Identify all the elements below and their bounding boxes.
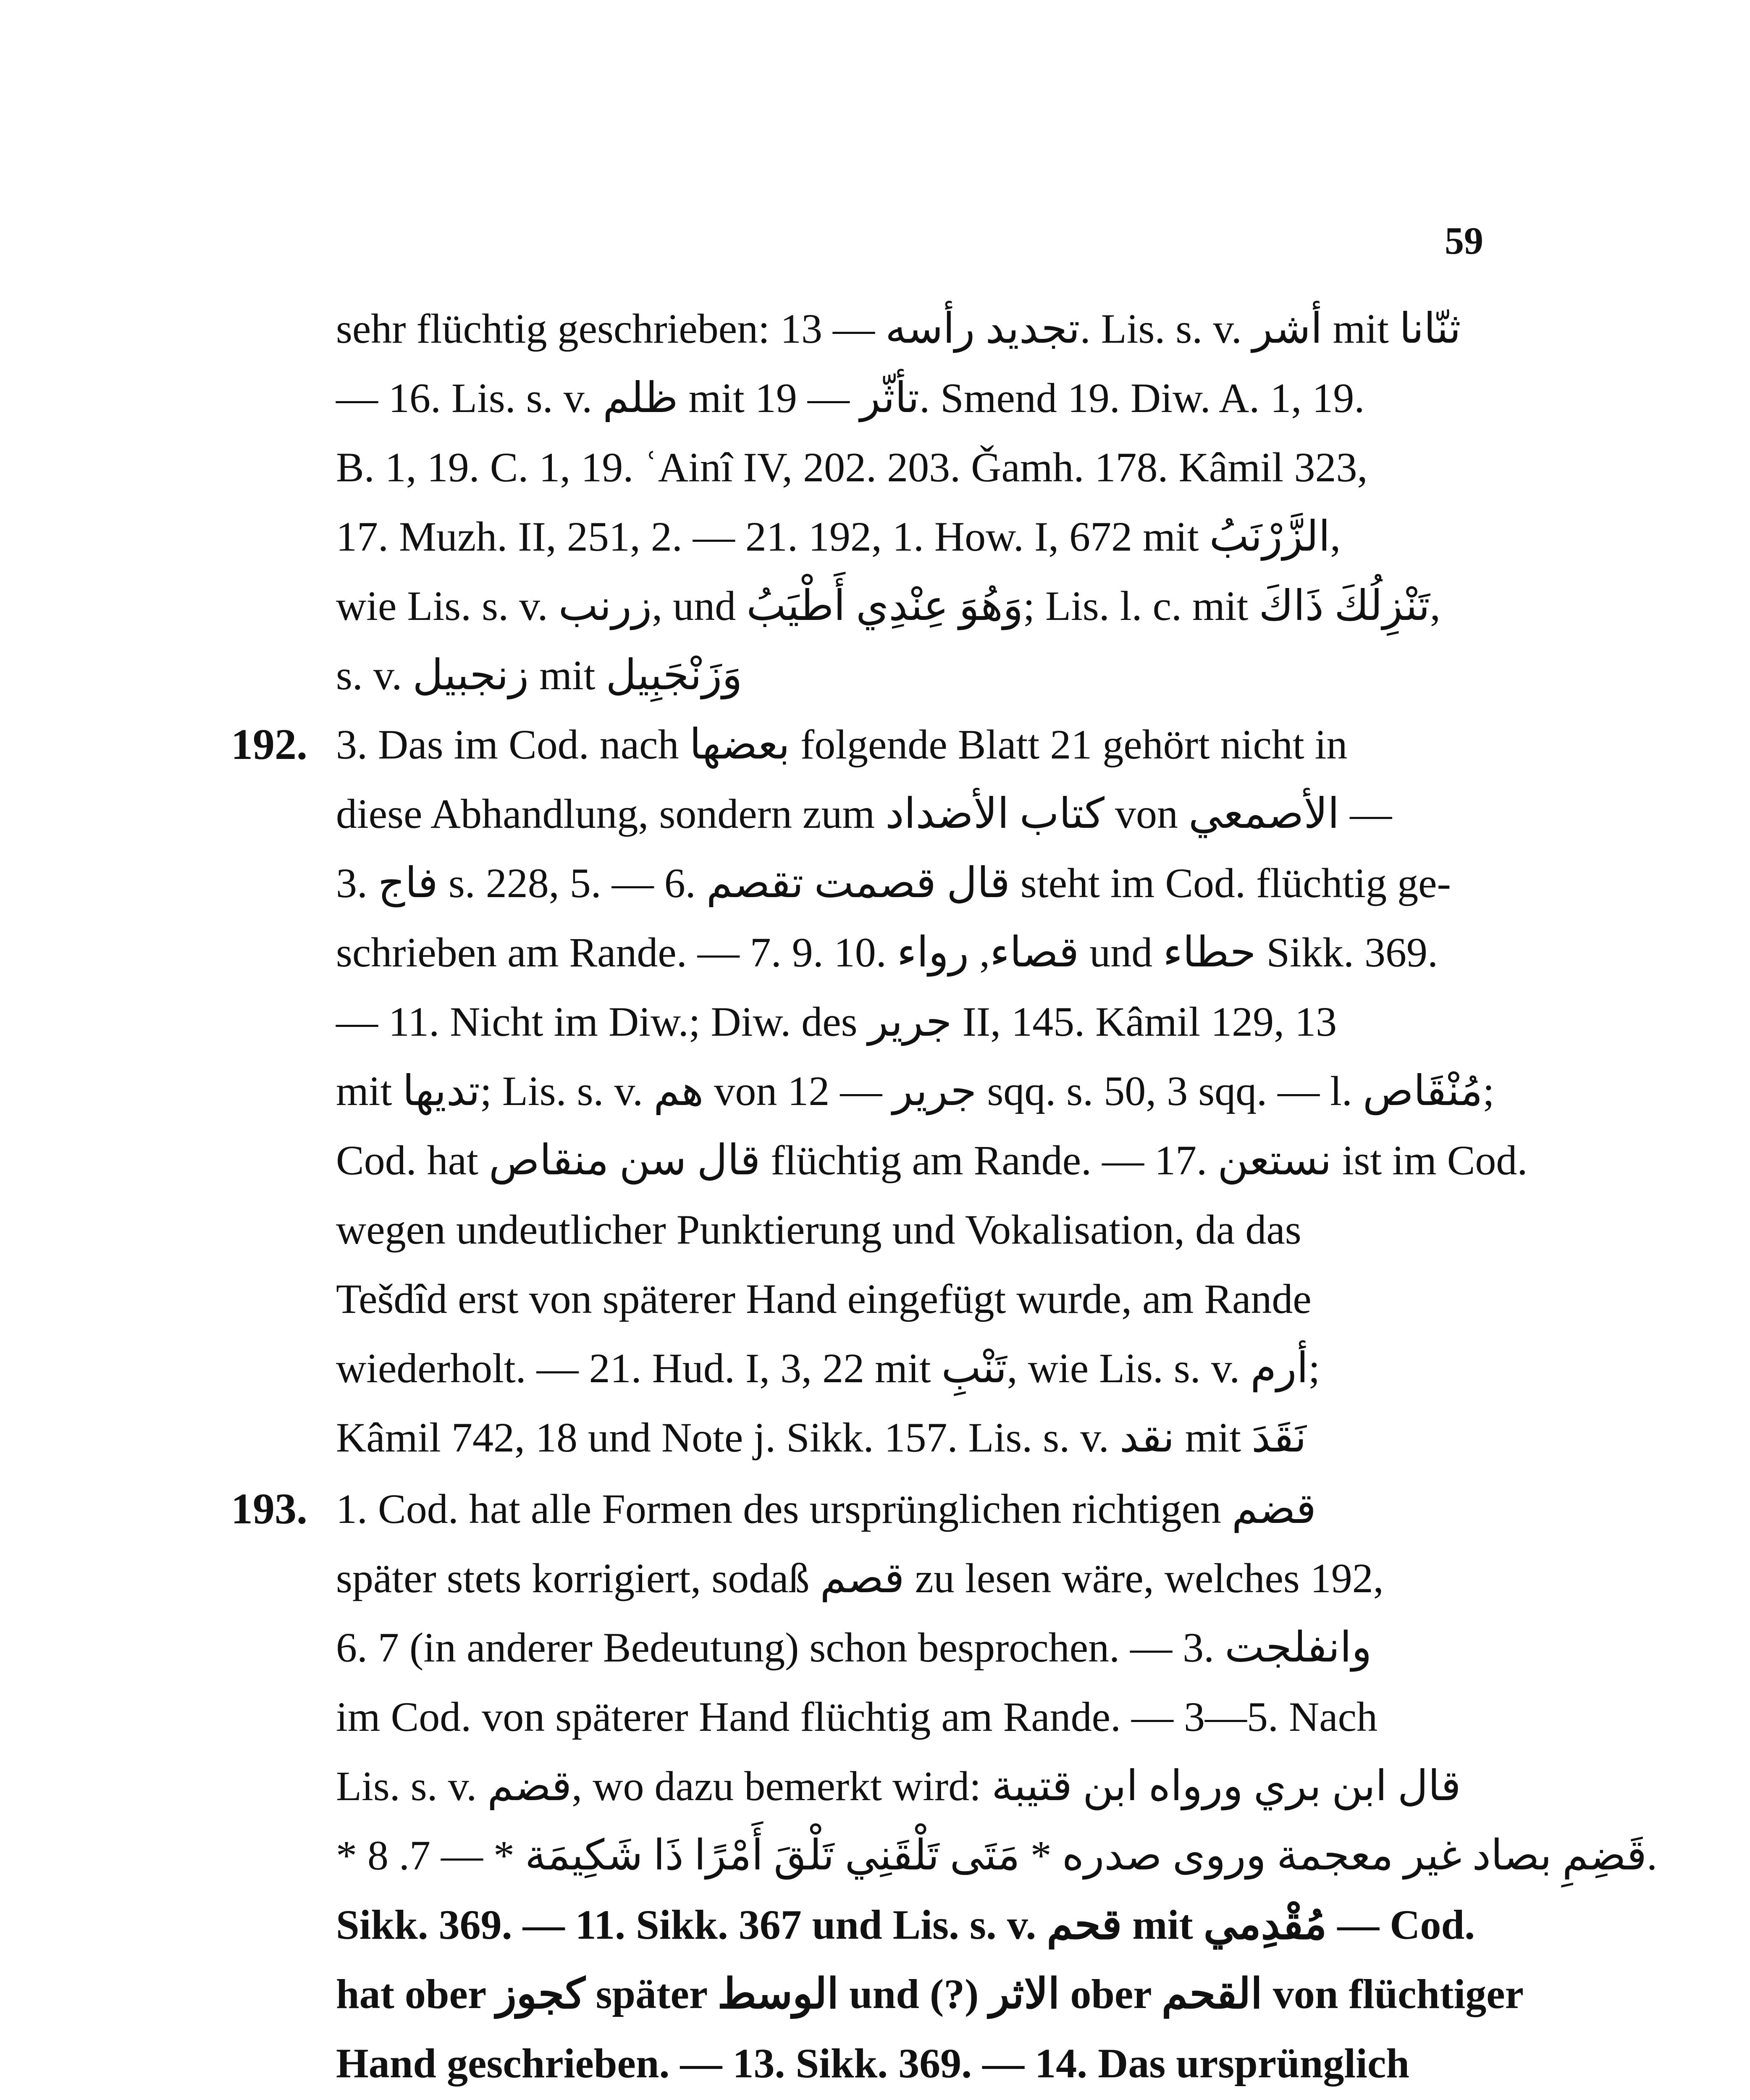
- text-line: [0, 640, 1750, 710]
- line-text: [336, 2098, 1521, 2100]
- text-line: [0, 1890, 1750, 1959]
- line-text: 6. 7 (in anderer Bedeutung) schon besprochen. — 3. وانفلجت: [336, 1624, 1372, 1671]
- line-text: schrieben am Rande. — 7. 9. 10. قصاء, رواء und حطاء Sikk. 369.: [336, 929, 1438, 976]
- line-text: Lis. s. v. قضم, wo dazu bemerkt wird: قال ابن بري ورواه ابن قتيبة: [336, 1763, 1461, 1809]
- text-line: [0, 1403, 1750, 1472]
- section-number: 193.: [231, 1485, 307, 1533]
- line-text: 3. فاج s. 228, 5. — 6. قال قصمت تقصم steht im Cod. flüchtig ge-: [336, 860, 1451, 906]
- line-text: B. 1, 19. C. 1, 19. ʿAinî IV, 202. 203. Ǧamh. 178. Kâmil 323,: [336, 444, 1368, 491]
- line-text: 1. Cod. hat alle Formen des ursprünglichen richtigen قضم: [336, 1486, 1316, 1532]
- text-line: [0, 1056, 1750, 1126]
- text-line: [0, 1334, 1750, 1403]
- line-text: diese Abhandlung, sondern zum كتاب الأضداد von الأصمعي —: [336, 790, 1392, 837]
- line-text: — 16. Lis. s. v. ظلم mit تأثّر — 19. Smend 19. Diw. A. 1, 19.: [336, 375, 1365, 421]
- line-text: * قَضِمِ بصاد غير معجمة وروى صدره * مَتَى تَلْقَنِي تَلْقَ أَمْرًا ذَا شَكِيمَة * — 7. 8.: [336, 1832, 1657, 1879]
- text-line: [0, 918, 1750, 987]
- text-line: [0, 571, 1750, 640]
- line-text: Sikk. 369. — 11. Sikk. 367 und Lis. s. v. قحم mit مُقْدِمي — Cod.: [336, 1901, 1475, 1948]
- text-line: [0, 987, 1750, 1056]
- text-line: [0, 1613, 1750, 1682]
- text-line: [0, 710, 1750, 779]
- line-text: s. v. زنجبيل mit وَزَنْجَبِيل: [336, 652, 743, 698]
- line-text: 17. Muzh. II, 251, 2. — 21. 192, 1. How. I, 672 mit الزَّرْنَبُ,: [336, 513, 1341, 560]
- page-number: 59: [1445, 219, 1483, 262]
- text-line: [0, 1751, 1750, 1821]
- text-line: [0, 433, 1750, 502]
- line-text: sehr flüchtig geschrieben: تجديد رأسه — 13. Lis. s. v. أشر mit ثنّانا: [336, 305, 1461, 352]
- text-line: [0, 1195, 1750, 1264]
- text-line: [0, 2098, 1750, 2100]
- line-text: wegen undeutlicher Punktierung und Vokalisation, da das: [336, 1206, 1301, 1253]
- line-text: mit تديها; Lis. s. v. هم von جرير — 12 sqq. s. 50, 3 sqq. — l. مُنْقَاص;: [336, 1068, 1495, 1114]
- text-line: [0, 363, 1750, 433]
- line-text: wie Lis. s. v. زرنب, und وَهُوَ عِنْدِي أَطْيَبُ; Lis. l. c. mit تَنْزِلُكَ ذَاكَ,: [336, 583, 1441, 629]
- text-line: [0, 1126, 1750, 1195]
- text-line: [0, 848, 1750, 918]
- text-line: [0, 779, 1750, 848]
- line-text: hat ober كجوز später الوسط und (?) الاثر ober القحم von flüchtiger: [336, 1971, 1524, 2017]
- text-line: [0, 1544, 1750, 1613]
- text-line: [0, 1264, 1750, 1334]
- text-line: [0, 1821, 1750, 1890]
- line-text: später stets korrigiert, sodaß قصم zu lesen wäre, welches 192,: [336, 1555, 1384, 1601]
- text-line: [0, 502, 1750, 571]
- line-text: im Cod. von späterer Hand flüchtig am Rande. — 3—5. Nach: [336, 1693, 1377, 1740]
- text-line: [0, 294, 1750, 363]
- line-text: Kâmil 742, 18 und Note j. Sikk. 157. Lis. s. v. نقد mit نَقَدَ: [336, 1414, 1307, 1461]
- line-text: Tešdîd erst von späterer Hand eingefügt wurde, am Rande: [336, 1276, 1312, 1322]
- text-line: [0, 1682, 1750, 1751]
- line-text: wiederholt. — 21. Hud. I, 3, 22 mit تَنْبِ, wie Lis. s. v. أرم;: [336, 1345, 1320, 1391]
- text-line: [0, 1959, 1750, 2029]
- line-text: 3. Das im Cod. nach بعضها folgende Blatt 21 gehört nicht in: [336, 721, 1348, 768]
- text-line: [0, 1474, 1750, 1544]
- section-number: 192.: [231, 720, 307, 769]
- line-text: Cod. hat قال سن منقاص flüchtig am Rande. — 17. نستعن ist im Cod.: [336, 1137, 1528, 1184]
- line-text: — 11. Nicht im Diw.; Diw. des جرير II, 145. Kâmil 129, 13: [336, 998, 1337, 1045]
- line-text: Hand geschrieben. — 13. Sikk. 369. — 14. Das ursprünglich: [336, 2040, 1409, 2087]
- text-line: [0, 2029, 1750, 2098]
